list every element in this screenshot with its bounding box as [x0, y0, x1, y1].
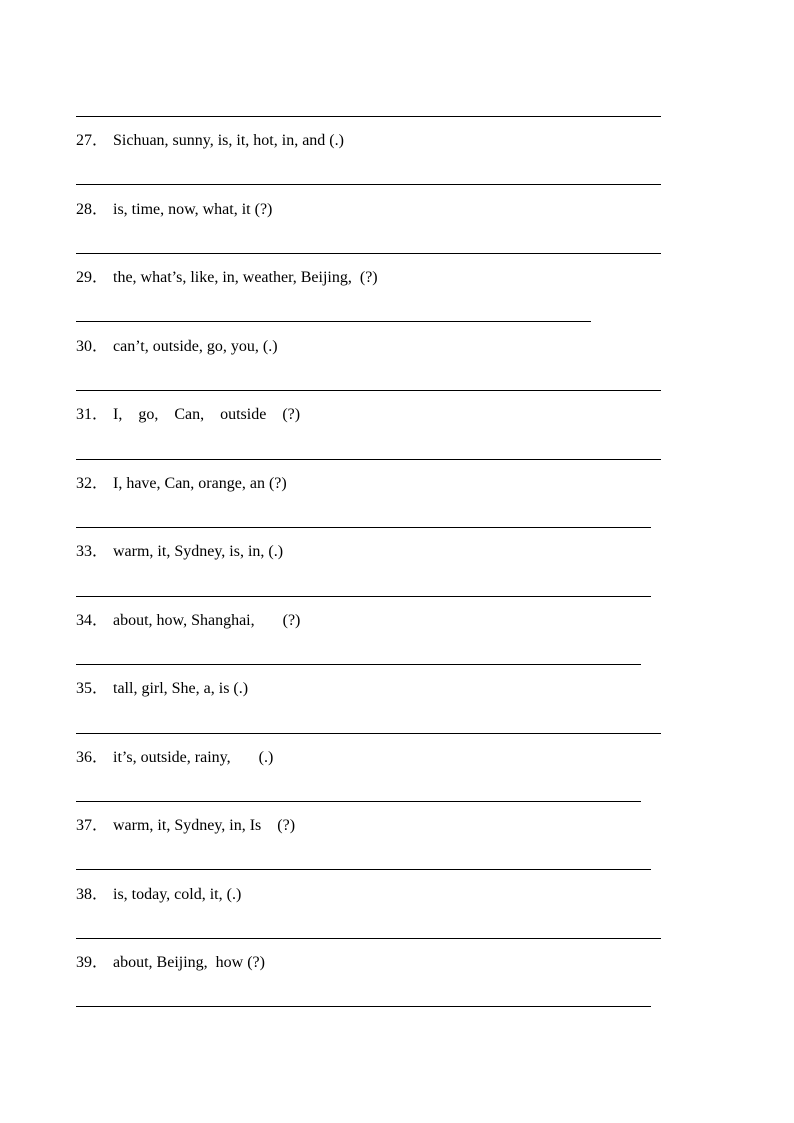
- answer-line: [76, 390, 661, 391]
- answer-line: [76, 733, 661, 734]
- answer-line: [76, 321, 591, 322]
- question-number: 37．: [76, 817, 109, 834]
- question-words: about, how, Shanghai, (?): [113, 612, 301, 629]
- question-30: [76, 337, 278, 357]
- question-number: 32．: [76, 475, 109, 492]
- question-number: 33．: [76, 543, 109, 560]
- question-27: [76, 131, 344, 151]
- question-29: [76, 268, 378, 288]
- question-39: [76, 953, 265, 973]
- question-number: 27．: [76, 132, 109, 149]
- question-36: [76, 748, 273, 768]
- question-words: Sichuan, sunny, is, it, hot, in, and (.): [113, 132, 344, 149]
- question-31: [76, 405, 300, 425]
- answer-line: [76, 184, 661, 185]
- question-number: 34．: [76, 612, 109, 629]
- question-words: is, time, now, what, it (?): [113, 201, 273, 218]
- answer-line: [76, 459, 661, 460]
- answer-line: [76, 596, 651, 597]
- question-34: [76, 611, 300, 631]
- question-words: I, have, Can, orange, an (?): [113, 475, 287, 492]
- question-number: 39．: [76, 954, 109, 971]
- question-38: [76, 885, 241, 905]
- answer-line: [76, 801, 641, 802]
- question-37: [76, 816, 295, 836]
- question-28: [76, 200, 272, 220]
- question-words: can’t, outside, go, you, (.): [113, 338, 278, 355]
- question-35: [76, 679, 248, 699]
- question-words: is, today, cold, it, (.): [113, 886, 242, 903]
- question-32: [76, 474, 287, 494]
- question-words: warm, it, Sydney, in, Is (?): [113, 817, 296, 834]
- question-words: I, go, Can, outside (?): [113, 406, 301, 423]
- question-33: [76, 542, 283, 562]
- question-number: 38．: [76, 886, 109, 903]
- answer-line: [76, 869, 651, 870]
- question-number: 31．: [76, 406, 109, 423]
- question-words: the, what’s, like, in, weather, Beijing, (?): [113, 269, 378, 286]
- answer-line: [76, 253, 661, 254]
- question-number: 29．: [76, 269, 109, 286]
- answer-line: [76, 938, 661, 939]
- question-words: warm, it, Sydney, is, in, (.): [113, 543, 284, 560]
- question-number: 36．: [76, 749, 109, 766]
- question-words: about, Beijing, how (?): [113, 954, 265, 971]
- question-number: 35．: [76, 680, 109, 697]
- answer-line: [76, 527, 651, 528]
- question-number: 28．: [76, 201, 109, 218]
- question-words: tall, girl, She, a, is (.): [113, 680, 249, 697]
- question-number: 30．: [76, 338, 109, 355]
- answer-line: [76, 1006, 651, 1007]
- answer-line: [76, 664, 641, 665]
- question-words: it’s, outside, rainy, (.): [113, 749, 274, 766]
- answer-line: [76, 116, 661, 117]
